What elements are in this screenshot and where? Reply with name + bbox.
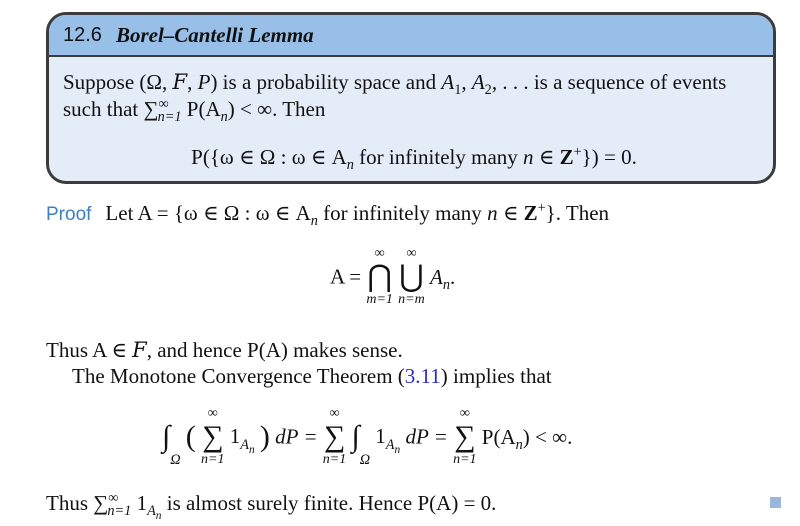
sum-3: ∞ ∑ n=1	[453, 406, 477, 467]
theorem-formula: P({ω ∈ Ω : ω ∈ $A_n$ for infinitely many n ∈ Z+}) = 0.	[191, 144, 637, 174]
theorem-reference-link[interactable]: 3.11	[404, 364, 441, 388]
big-intersection: ∞ ⋂ m=1	[366, 246, 393, 307]
theorem-box	[46, 12, 776, 184]
theorem-title: Borel–Cantelli Lemma	[115, 22, 314, 47]
proof-line-1: Proof Let A = {ω ∈ Ω : ω ∈ $A_n$ for infinitely many n ∈ Z+}. Then	[46, 200, 610, 230]
theorem-line-2: such that $\sum^\infty_{n=1}$ $P(A_n)$ < ∞. Then	[63, 96, 326, 126]
qed-square-icon	[770, 497, 781, 508]
sum-2: ∞ ∑ n=1	[322, 406, 347, 467]
theorem-number: 12.6	[63, 23, 102, 46]
proof-line-4: Thus $\sum^\infty_{n=1}$ $1_{A_n}$ is almost surely finite. Hence P(A) = 0.	[46, 490, 497, 523]
theorem-line-1: Suppose (Ω, F, P) is a probability space and $A_1$, $A_2$, . . . is a sequence of events	[63, 70, 727, 99]
big-union: ∞ ⋃ n=m	[398, 246, 425, 307]
sum-1: ∞ ∑ n=1	[201, 406, 225, 467]
display-equation-monotone-convergence: $\int_\Omega$ ( ∞ ∑ n=1 $1_{A_n}$ ) dP = ∞ ∑ n=1 $\int_\Omega$ $1_{A_n}$ dP = ∞ ∑ n=1 $P(A_n)$ < ∞.	[162, 406, 573, 468]
display-equation-intersection-union: A = ∞ ⋂ m=1 ∞ ⋃ n=m $A_n$.	[330, 246, 456, 307]
proof-line-2: Thus A ∈ F, and hence P(A) makes sense.	[46, 338, 403, 362]
proof-label: Proof	[46, 204, 92, 225]
proof-line-3: The Monotone Convergence Theorem (3.11) implies that	[72, 364, 552, 388]
theorem-statement	[63, 69, 763, 126]
theorem-header	[49, 15, 773, 57]
